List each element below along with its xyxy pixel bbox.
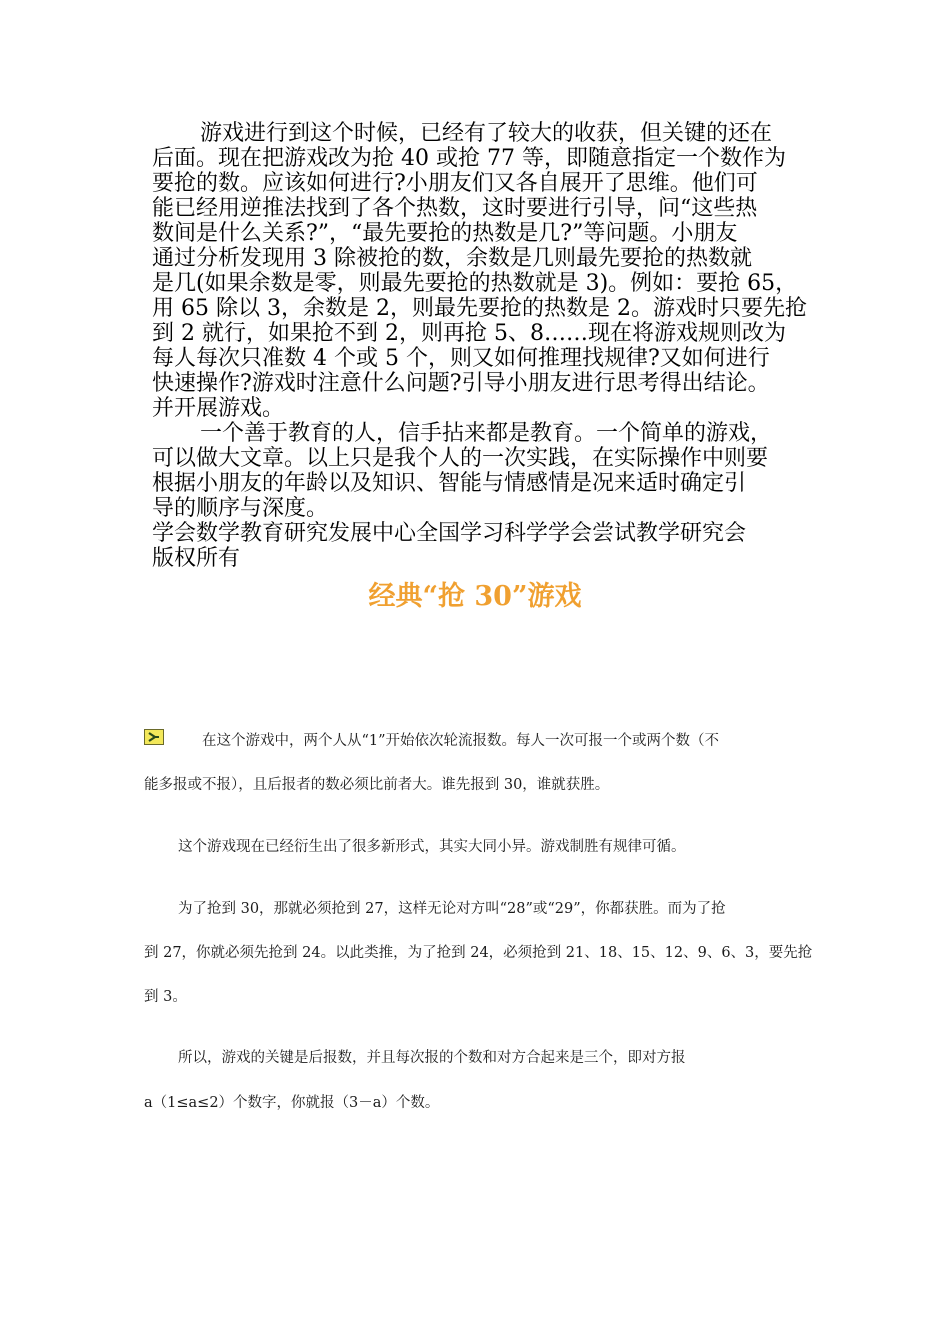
paragraph-line: 导的顺序与深度。 [152, 496, 329, 521]
paragraph-line: 为了抢到 30，那就必须抢到 27，这样无论对方叫“28”或“29”，你都获胜。而为了抢 [178, 901, 726, 917]
paragraph-line: 游戏进行到这个时候，已经有了较大的收获，但关键的还在 [200, 121, 773, 146]
paragraph-line: 一个善于教育的人，信手拈来都是教育。一个简单的游戏， [200, 421, 773, 446]
paragraph-line: 根据小朋友的年龄以及知识、智能与情感情是况来适时确定引 [152, 471, 747, 496]
paragraph-line: 这个游戏现在已经衍生出了很多新形式，其实大同小异。游戏制胜有规律可循。 [178, 839, 686, 855]
paragraph-line: 快速操作?游戏时注意什么问题?引导小朋友进行思考得出结论。 [152, 371, 770, 396]
paragraph-line: 到 3。 [144, 989, 187, 1005]
upper-text-block [152, 121, 812, 571]
paragraph-line: 用 65 除以 3，余数是 2，则最先要抢的热数是 2。游戏时只要先抢 [152, 296, 807, 321]
paragraph-line: 数间是什么关系?”，“最先要抢的热数是几?”等问题。小朋友 [152, 221, 738, 246]
paragraph-line: 在这个游戏中，两个人从“1”开始依次轮流报数。每人一次可报一个或两个数（不 [202, 733, 720, 749]
paragraph-line: 通过分析发现用 3 除被抢的数，余数是几则最先要抢的热数就 [152, 246, 752, 271]
paragraph-line: 能多报或不报），且后报者的数必须比前者大。谁先报到 30，谁就获胜。 [144, 777, 610, 793]
paragraph-line: 要抢的数。应该如何进行?小朋友们又各自展开了思维。他们可 [152, 171, 758, 196]
paragraph-line: 到 2 就行，如果抢不到 2，则再抢 5、8……现在将游戏规则改为 [152, 321, 786, 346]
paragraph-line: 到 27，你就必须先抢到 24。以此类推，为了抢到 24，必须抢到 21、18、15、12、9、6、3，要先抢 [144, 945, 813, 961]
copyright-line: 学会数学教育研究发展中心全国学习科学学会尝试教学研究会 [152, 521, 747, 546]
paragraph-line: a（1≤a≤2）个数字，你就报（3－a）个数。 [144, 1095, 440, 1111]
paragraph-line: 并开展游戏。 [152, 396, 285, 421]
paragraph-line: 能已经用逆推法找到了各个热数，这时要进行引导，问“这些热 [152, 196, 758, 221]
paragraph-line: 每人每次只准数 4 个或 5 个，则又如何推理找规律?又如何进行 [152, 346, 770, 371]
copyright-line: 版权所有 [152, 546, 241, 571]
paragraph-line: 是几(如果余数是零，则最先要抢的热数就是 3)。例如：要抢 65， [152, 271, 798, 296]
article-title: 经典“抢 30”游戏 [368, 581, 582, 612]
paragraph-line: 后面。现在把游戏改为抢 40 或抢 77 等，即随意指定一个数作为 [152, 146, 786, 171]
paragraph-line: 可以做大文章。以上只是我个人的一次实践，在实际操作中则要 [152, 446, 769, 471]
arrow-icon [146, 731, 162, 743]
bullet-icon [144, 729, 164, 745]
paragraph-line: 所以，游戏的关键是后报数，并且每次报的个数和对方合起来是三个，即对方报 [178, 1050, 686, 1066]
